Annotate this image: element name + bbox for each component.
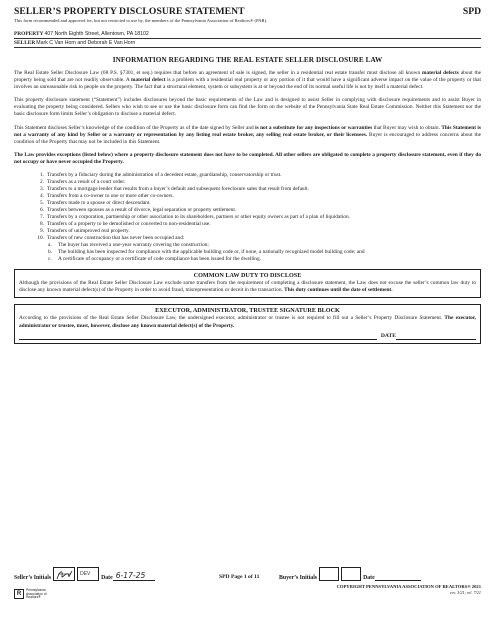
list-item: 3. Transfers to a mortgage lender that results from a buyer’s default and subsequent foreclosure sales that result from default. <box>39 186 309 193</box>
buyer-initial-box-1[interactable] <box>319 567 339 581</box>
executor-signature-row <box>19 332 476 340</box>
list-item: 1. Transfers by a fiduciary during the administration of a decedent estate, guardianship, conservatorship or trust. <box>39 172 282 179</box>
realtors-logo-icon: R <box>14 589 24 599</box>
list-item: 8. Transfers of a property to be demolished or converted to non-residential use. <box>39 221 211 228</box>
common-law-heading: COMMON LAW DUTY TO DISCLOSE <box>193 272 302 280</box>
form-code: SPD <box>462 6 481 17</box>
seller-initial-2: DEV <box>80 571 91 577</box>
seller-initials-label: Seller’s Initials <box>14 575 52 581</box>
property-field[interactable] <box>14 31 481 39</box>
exceptions-list <box>14 172 481 263</box>
page-footer <box>14 567 481 617</box>
buyer-date-field[interactable] <box>375 573 421 581</box>
common-law-box <box>14 269 481 298</box>
buyer-initials-group <box>279 567 421 581</box>
seller-date-label: Date <box>101 575 113 581</box>
executor-date-label: DATE <box>380 332 396 339</box>
list-item: 7. Transfers by a corporation, partnership or other association to its shareholders, partners or other equity owners as part of a plan of liquidation. <box>39 214 350 221</box>
list-item: 10. Transfers of new construction that has never been occupied and: <box>37 235 185 242</box>
seller-date-value[interactable]: 6-17-25 <box>113 571 155 581</box>
executor-date-field[interactable] <box>396 332 476 340</box>
list-subitem: b. The building has been inspected for compliance with the applicable building code or, if none, a nationally recognized model building code; and <box>48 249 365 256</box>
form-subtitle: This form recommended and approved for, but not restricted to use by, the members of the Pennsylvania Association of Realtors® (PAR). <box>14 18 268 23</box>
buyer-date-label: Date <box>363 575 375 581</box>
paragraph-knowledge: This Statement discloses Seller’s knowledge of the condition of the Property as of the date signed by Seller and is not a substitute for any inspections or warranties that Buyer may wish to obtain. This Statement is not a warranty of any kind by Seller or a warranty or representation by any listing real estate broker, any selling real estate broker, or their licensees. Buyer is encouraged to address concerns about the condition of the Property that may not be included in this Statement. <box>14 124 481 145</box>
copyright-notice: COPYRIGHT PENNSYLVANIA ASSOCIATION OF REALTORS® 2021 <box>336 584 481 589</box>
seller-label: SELLER <box>14 40 36 46</box>
paragraph-law: The Real Estate Seller Disclosure Law (68 P.S. §7301, et seq.) requires that before an agreement of sale is signed, the seller in a residential real estate transfer must disclose all known material defects about the property being sold that are not readily observable. A material defect is a problem with a residential real property or any portion of it that would have a significant adverse impact on the value of the property or that involves an unreasonable risk to people on the property. The fact that a structural element, system or subsystem is at or beyond the end of its normal useful life is not by itself a material defect. <box>14 70 481 91</box>
form-title: SELLER’S PROPERTY DISCLOSURE STATEMENT <box>14 6 245 17</box>
paragraph-exceptions: The Law provides exceptions (listed below) where a property disclosure statement does not have to be completed. All other sellers are obligated to complete a property disclosure statement, even if they do not occupy or have never occupied the Property. <box>14 151 481 165</box>
seller-initials-group <box>14 567 155 581</box>
seller-initial-box-2[interactable] <box>77 567 99 581</box>
realtors-logo-text: Pennsylvania Association of Realtors® <box>26 588 47 600</box>
buyer-initials-label: Buyer’s Initials <box>279 575 318 581</box>
executor-box <box>14 304 481 343</box>
section-heading: INFORMATION REGARDING THE REAL ESTATE SELLER DISCLOSURE LAW <box>112 56 383 64</box>
list-item: 4. Transfers from a co-owner to one or more other co-owners. <box>39 193 174 200</box>
paragraph-statement: This property disclosure statement (“Statement”) includes disclosures beyond the basic requirements of the Law and is designed to assist Seller in complying with disclosure requirements and to assist Buyer in evaluating the property being considered. Sellers who wish to see or use the basic disclosure form can find the form on the website of the Pennsylvania State Real Estate Commission. Neither this Statement nor the basic disclosure form limits Seller’s obligation to disclose a material defect. <box>14 97 481 118</box>
form-header <box>14 6 481 17</box>
buyer-initial-box-2[interactable] <box>341 567 361 581</box>
list-item: 6. Transfers between spouses as a result of divorce, legal separation or property settlement. <box>39 207 237 214</box>
seller-initial-box-1[interactable] <box>53 567 75 581</box>
property-label: PROPERTY <box>14 31 44 37</box>
list-item: 2. Transfers as a result of a court order. <box>39 179 126 186</box>
list-subitem: a. The buyer has received a one-year warranty covering the construction; <box>48 242 209 249</box>
page-number: SPD Page 1 of 11 <box>219 574 260 580</box>
executor-signature-field[interactable] <box>19 332 377 340</box>
realtors-logo <box>14 589 52 600</box>
seller-signature-mark <box>55 568 75 582</box>
list-item: 9. Transfers of unimproved real property. <box>39 228 130 235</box>
executor-text: According to the provisions of the Real Estate Seller Disclosure Law, the undersigned executor, administrator or trustee is not required to fill out a Seller’s Property Disclosure Statement. The executor, administrator or trustee, must, however, disclose any known material defect(s) of the Property. <box>19 315 477 329</box>
seller-value[interactable]: Mark C Van Horn and Deborah E Van Horn <box>36 40 136 46</box>
executor-heading: EXECUTOR, ADMINISTRATOR, TRUSTEE SIGNATURE BLOCK <box>155 307 340 315</box>
property-value[interactable]: 407 North Eighth Street, Allentown, PA 18102 <box>44 31 149 37</box>
common-law-text: Although the provisions of the Real Estate Seller Disclosure Law exclude some transfers from the requirement of completing a disclosure statement, the Law does not excuse the seller’s common law duty to disclose any known material defect(s) of the Property in order to avoid fraud, misrepresentation or deceit in the transaction. This duty continues until the date of settlement. <box>19 280 476 294</box>
list-subitem: c. A certificate of occupancy or a certificate of code compliance has been issued for the dwelling. <box>48 256 261 263</box>
seller-field[interactable] <box>14 40 481 48</box>
revision-note: rev. 3/21; rel. 7/21 <box>450 590 481 595</box>
list-item: 5. Transfers made to a spouse or direct descendant. <box>39 200 151 207</box>
